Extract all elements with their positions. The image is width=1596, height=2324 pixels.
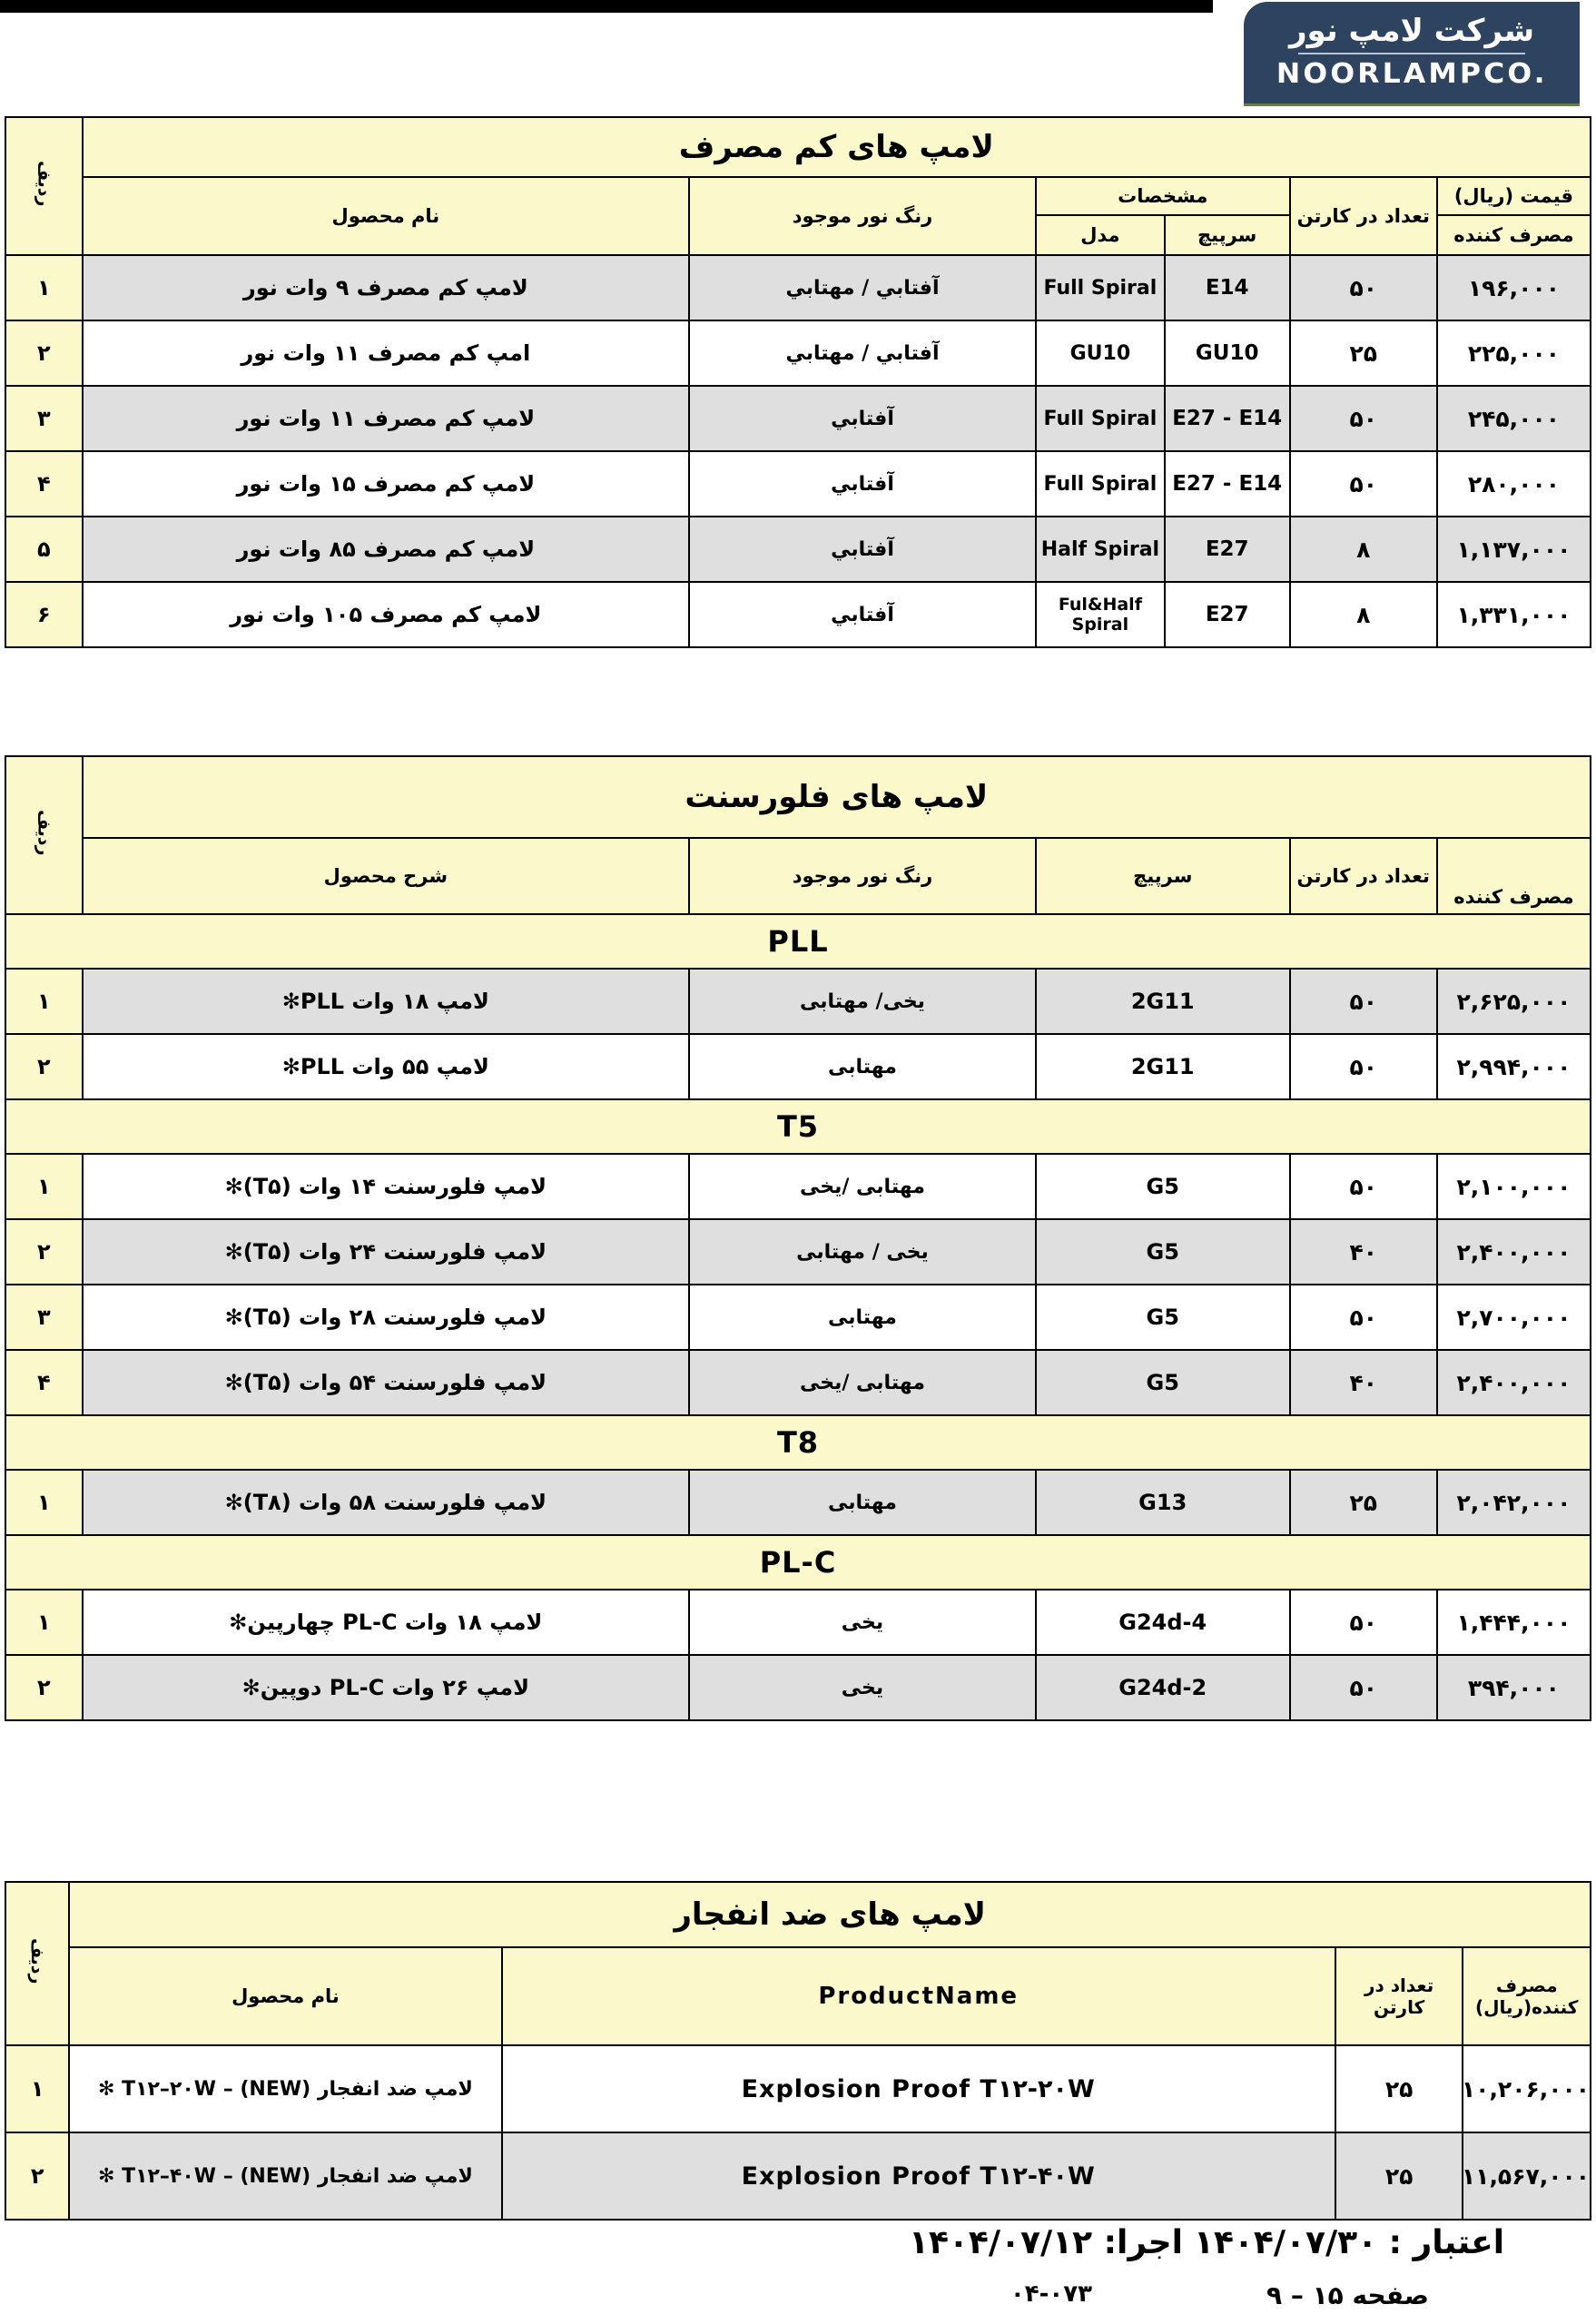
- table3-title: لامپ های ضد انفجار: [69, 1882, 1591, 1947]
- cell-cap: G5: [1036, 1350, 1290, 1415]
- cell-index: ۲: [5, 320, 83, 386]
- group-title-t8: T8: [5, 1415, 1591, 1470]
- table-row: [5, 1154, 1591, 1219]
- table-row: [5, 255, 1591, 320]
- table2-title-row: [5, 756, 1591, 838]
- table2-header-color: رنگ نور موجود: [689, 838, 1036, 914]
- cell-qty: ۲۵: [1290, 320, 1437, 386]
- cell-cap: E27 - E14: [1165, 451, 1290, 517]
- table-explosion-proof-lamps: [5, 1881, 1591, 2221]
- table-row: [5, 1219, 1591, 1285]
- cell-model: Half Spiral: [1036, 517, 1165, 582]
- cell-qty: ۲۵: [1335, 2132, 1463, 2220]
- table-row: [5, 1350, 1591, 1415]
- cell-product-name: Explosion Proof T۱۲-۲۰W: [502, 2045, 1335, 2132]
- table-row: [5, 1034, 1591, 1099]
- cell-cap: 2G11: [1036, 1034, 1290, 1099]
- table-row: [5, 1470, 1591, 1535]
- cell-index: ۱: [5, 1154, 83, 1219]
- logo-persian-text: شرکت لامپ نور: [1288, 13, 1535, 50]
- cell-color: مهتابی /یخی: [689, 1154, 1036, 1219]
- table-row: [5, 2045, 1591, 2132]
- table1-title: لامپ های کم مصرف: [83, 117, 1591, 177]
- cell-qty: ۵۰: [1290, 255, 1437, 320]
- table1-header-model: مدل: [1036, 215, 1165, 255]
- table-row: [5, 2132, 1591, 2220]
- table-row: [5, 969, 1591, 1034]
- table1-header-cap: سرپیچ: [1165, 215, 1290, 255]
- cell-qty: ۵۰: [1290, 1285, 1437, 1350]
- cell-cap: G5: [1036, 1285, 1290, 1350]
- cell-price: ۲۲۵,۰۰۰: [1437, 320, 1591, 386]
- cell-name: لامپ ۲۶ وات PL‐C دوپین✻: [83, 1655, 689, 1720]
- cell-name: لامپ ۱۸ وات PL‐C چهارپین✻: [83, 1590, 689, 1655]
- cell-name: لامپ فلورسنت ۲۸ وات (T۵)✻: [83, 1285, 689, 1350]
- cell-price: ۱,۴۴۴,۰۰۰: [1437, 1590, 1591, 1655]
- cell-index: ۴: [5, 451, 83, 517]
- cell-model: GU10: [1036, 320, 1165, 386]
- cell-cap: G24d-4: [1036, 1590, 1290, 1655]
- table-low-consumption-lamps: [5, 116, 1591, 648]
- cell-qty: ۴۰: [1290, 1350, 1437, 1415]
- cell-qty: ۲۵: [1290, 1470, 1437, 1535]
- table3-title-row: [5, 1882, 1591, 1947]
- cell-index: ۲: [5, 1219, 83, 1285]
- cell-color: یخی: [689, 1590, 1036, 1655]
- cell-price: ۲,۴۰۰,۰۰۰: [1437, 1350, 1591, 1415]
- cell-index: ۲: [5, 1034, 83, 1099]
- table1-header-row-1: [5, 177, 1591, 215]
- table3-header-row: [5, 1947, 1591, 2045]
- cell-index: ۵: [5, 517, 83, 582]
- cell-name: لامپ فلورسنت ۱۴ وات (T۵)✻: [83, 1154, 689, 1219]
- table1-header-qty: تعداد در کارتن: [1290, 177, 1437, 255]
- table2-title: لامپ های فلورسنت: [83, 756, 1591, 838]
- table2-row-header: ردیف: [5, 756, 83, 914]
- cell-price: ۱۱,۵۶۷,۰۰۰: [1463, 2132, 1591, 2220]
- cell-index: ۱: [5, 2045, 69, 2132]
- cell-cap: G5: [1036, 1219, 1290, 1285]
- cell-index: ۱: [5, 1590, 83, 1655]
- cell-name: لامپ کم مصرف ۸۵ وات نور: [83, 517, 689, 582]
- cell-color: مهتابی: [689, 1470, 1036, 1535]
- cell-color: آفتابي: [689, 582, 1036, 647]
- logo-english-text: NOORLAMPCO.: [1276, 57, 1548, 90]
- cell-name: لامپ کم مصرف ۱۰۵ وات نور: [83, 582, 689, 647]
- table-row: [5, 1285, 1591, 1350]
- cell-index: ۱: [5, 255, 83, 320]
- cell-color: یخی: [689, 1655, 1036, 1720]
- table3-header-product-name: ProductName: [502, 1947, 1335, 2045]
- cell-index: ۳: [5, 1285, 83, 1350]
- cell-cap: GU10: [1165, 320, 1290, 386]
- table2-header-name: شرح محصول: [83, 838, 689, 914]
- cell-qty: ۵۰: [1290, 1590, 1437, 1655]
- table1-title-row: [5, 117, 1591, 177]
- cell-index: ۱: [5, 969, 83, 1034]
- cell-price: ۱۹۶,۰۰۰: [1437, 255, 1591, 320]
- cell-name: لامپ ۱۸ وات PLL✻: [83, 969, 689, 1034]
- execution-date: اجرا: ۱۴۰۴/۰۷/۱۲: [908, 2224, 1183, 2261]
- table1-header-price-group: قیمت (ریال): [1437, 177, 1591, 215]
- cell-name: لامپ کم مصرف ۱۵ وات نور: [83, 451, 689, 517]
- cell-color: آفتابي: [689, 451, 1036, 517]
- cell-price: ۲,۰۴۲,۰۰۰: [1437, 1470, 1591, 1535]
- cell-qty: ۵۰: [1290, 386, 1437, 451]
- cell-color: یخی/ مهتابی: [689, 969, 1036, 1034]
- cell-model: Ful&Half Spiral: [1036, 582, 1165, 647]
- cell-model: Full Spiral: [1036, 255, 1165, 320]
- cell-price: ۲,۶۲۵,۰۰۰: [1437, 969, 1591, 1034]
- table1-header-spec-group: مشخصات: [1036, 177, 1290, 215]
- table1-header-color: رنگ نور موجود: [689, 177, 1036, 255]
- table-row: [5, 582, 1591, 647]
- cell-index: ۱: [5, 1470, 83, 1535]
- cell-color: آفتابي / مهتابي: [689, 255, 1036, 320]
- cell-cap: 2G11: [1036, 969, 1290, 1034]
- cell-color: مهتابی: [689, 1285, 1036, 1350]
- cell-name: لامپ ضد انفجار (NEW) – T۱۲–۲۰W ✻: [69, 2045, 501, 2132]
- cell-name: لامپ فلورسنت ۵۴ وات (T۵)✻: [83, 1350, 689, 1415]
- cell-qty: ۴۰: [1290, 1219, 1437, 1285]
- cell-model: Full Spiral: [1036, 386, 1165, 451]
- table2-header-qty: تعداد در کارتن: [1290, 838, 1437, 914]
- cell-index: ۴: [5, 1350, 83, 1415]
- cell-name: لامپ کم مصرف ۱۱ وات نور: [83, 386, 689, 451]
- cell-name: لامپ ۵۵ وات PLL✻: [83, 1034, 689, 1099]
- cell-qty: ۲۵: [1335, 2045, 1463, 2132]
- table-row: [5, 386, 1591, 451]
- cell-price: ۲۴۵,۰۰۰: [1437, 386, 1591, 451]
- table-fluorescent-lamps: [5, 755, 1591, 1721]
- cell-price: ۱,۳۳۱,۰۰۰: [1437, 582, 1591, 647]
- table3-header-name: نام محصول: [69, 1947, 501, 2045]
- top-black-bar: [0, 0, 1213, 13]
- table-row: [5, 517, 1591, 582]
- cell-qty: ۸: [1290, 582, 1437, 647]
- cell-qty: ۵۰: [1290, 1655, 1437, 1720]
- group-title-row-plc: [5, 1535, 1591, 1590]
- cell-price: ۱۰,۲۰۶,۰۰۰: [1463, 2045, 1591, 2132]
- table1-header-price-sub: مصرف کننده: [1437, 215, 1591, 255]
- table-row: [5, 451, 1591, 517]
- table2-header-cap: سرپیچ: [1036, 838, 1290, 914]
- page-footer: [0, 2215, 1596, 2315]
- group-title-plc: PL-C: [5, 1535, 1591, 1590]
- group-title-pll: PLL: [5, 914, 1591, 969]
- cell-cap: G5: [1036, 1154, 1290, 1219]
- cell-cap: E27 - E14: [1165, 386, 1290, 451]
- cell-name: لامپ فلورسنت ۲۴ وات (T۵)✻: [83, 1219, 689, 1285]
- cell-index: ۳: [5, 386, 83, 451]
- table1-row-header: ردیف: [5, 117, 83, 255]
- company-logo: [1244, 2, 1580, 106]
- table3-header-price: مصرف کننده(ریال): [1463, 1947, 1591, 2045]
- cell-index: ۲: [5, 2132, 69, 2220]
- cell-qty: ۵۰: [1290, 451, 1437, 517]
- cell-price: ۲,۷۰۰,۰۰۰: [1437, 1285, 1591, 1350]
- table1-header-name: نام محصول: [83, 177, 689, 255]
- table-row: [5, 320, 1591, 386]
- group-title-row-pll: [5, 914, 1591, 969]
- cell-name: لامپ فلورسنت ۵۸ وات (T۸)✻: [83, 1470, 689, 1535]
- cell-cap: G13: [1036, 1470, 1290, 1535]
- cell-color: مهتابی: [689, 1034, 1036, 1099]
- page-number: صفحه ۱۵ – ۹: [1266, 2280, 1429, 2310]
- cell-qty: ۵۰: [1290, 969, 1437, 1034]
- cell-color: یخی / مهتابی: [689, 1219, 1036, 1285]
- cell-price: ۲,۴۰۰,۰۰۰: [1437, 1219, 1591, 1285]
- cell-model: Full Spiral: [1036, 451, 1165, 517]
- table-row: [5, 1655, 1591, 1720]
- cell-index: ۶: [5, 582, 83, 647]
- cell-color: مهتابی /یخی: [689, 1350, 1036, 1415]
- group-title-row-t8: [5, 1415, 1591, 1470]
- cell-name: لامپ ضد انفجار (NEW) – T۱۲–۴۰W ✻: [69, 2132, 501, 2220]
- cell-product-name: Explosion Proof T۱۲-۴۰W: [502, 2132, 1335, 2220]
- cell-qty: ۵۰: [1290, 1034, 1437, 1099]
- cell-cap: E27: [1165, 582, 1290, 647]
- cell-color: آفتابي: [689, 517, 1036, 582]
- cell-name: لامپ کم مصرف ۹ وات نور: [83, 255, 689, 320]
- table3-header-qty: تعداد در کارتن: [1335, 1947, 1463, 2045]
- cell-index: ۲: [5, 1655, 83, 1720]
- cell-color: آفتابي: [689, 386, 1036, 451]
- table3-row-header: ردیف: [5, 1882, 69, 2045]
- table2-header-row: [5, 838, 1591, 914]
- cell-name: امپ کم مصرف ۱۱ وات نور: [83, 320, 689, 386]
- validity-date: اعتبار : ۱۴۰۴/۰۷/۳۰: [1194, 2224, 1505, 2261]
- cell-price: ۱,۱۳۷,۰۰۰: [1437, 517, 1591, 582]
- cell-qty: ۸: [1290, 517, 1437, 582]
- cell-price: ۲,۱۰۰,۰۰۰: [1437, 1154, 1591, 1219]
- group-title-row-t5: [5, 1099, 1591, 1154]
- cell-cap: E14: [1165, 255, 1290, 320]
- table2-header-price-sub: مصرف کننده: [1437, 838, 1591, 914]
- cell-price: ۳۹۴,۰۰۰: [1437, 1655, 1591, 1720]
- cell-price: ۲,۹۹۴,۰۰۰: [1437, 1034, 1591, 1099]
- cell-price: ۲۸۰,۰۰۰: [1437, 451, 1591, 517]
- cell-cap: G24d-2: [1036, 1655, 1290, 1720]
- table-row: [5, 1590, 1591, 1655]
- group-title-t5: T5: [5, 1099, 1591, 1154]
- logo-divider: [1298, 53, 1525, 54]
- document-code: ۰۴-۰۷۳: [1010, 2280, 1092, 2308]
- cell-qty: ۵۰: [1290, 1154, 1437, 1219]
- cell-color: آفتابي / مهتابي: [689, 320, 1036, 386]
- cell-cap: E27: [1165, 517, 1290, 582]
